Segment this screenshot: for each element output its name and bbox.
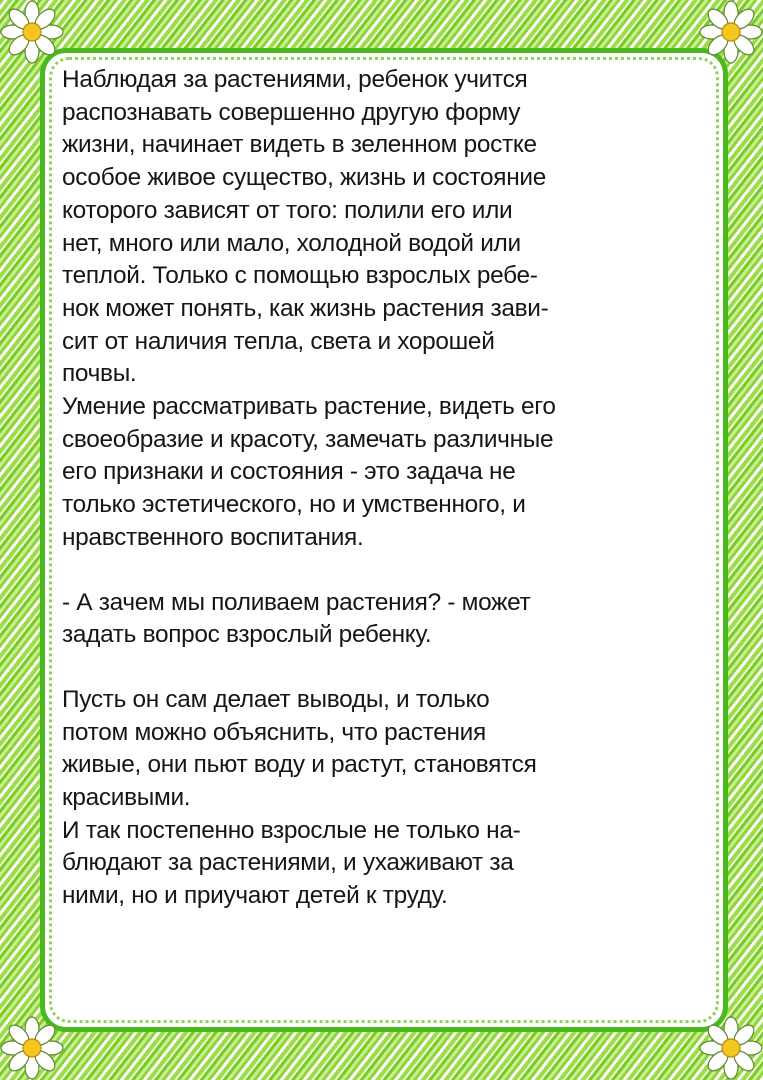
spacer bbox=[62, 555, 712, 587]
paragraph-labor: И так постепенно взрослые не только на- блюдают за растениями, и ухаживают за ними, но и приучают детей к труду. bbox=[62, 816, 521, 910]
paragraph-question: - А зачем мы поливаем растения? - может задать вопрос взрослый ребенку. bbox=[62, 588, 531, 649]
daisy-icon bbox=[699, 0, 763, 64]
paragraph-conclusions: Пусть он сам делает выводы, и только потом можно объяснить, что растения живые, они пьют воду и растут, становятся красивыми. bbox=[62, 685, 537, 812]
daisy-icon bbox=[699, 1016, 763, 1080]
body-text bbox=[62, 64, 712, 913]
paragraph-education: Умение рассматривать растение, видеть его своеобразие и красоту, замечать различные его признаки и состояния - это задача не только эстетического, но и умственного, и нравственного воспитания. bbox=[62, 393, 556, 551]
daisy-icon bbox=[0, 0, 64, 64]
daisy-icon bbox=[0, 1016, 64, 1080]
paragraph-observation: Наблюдая за растениями, ребенок учится распознавать совершенно другую форму жизни, начинает видеть в зеленном ростке особое живое существо, жизнь и состояние которого зависят от того: полили его или нет, много или мало, холодной водой или теплой. Только с помощью взрослых ребе- нок может понять, как жизнь растения зави- сит от наличия тепла, света и хорошей почвы. bbox=[62, 66, 549, 388]
spacer bbox=[62, 652, 712, 684]
